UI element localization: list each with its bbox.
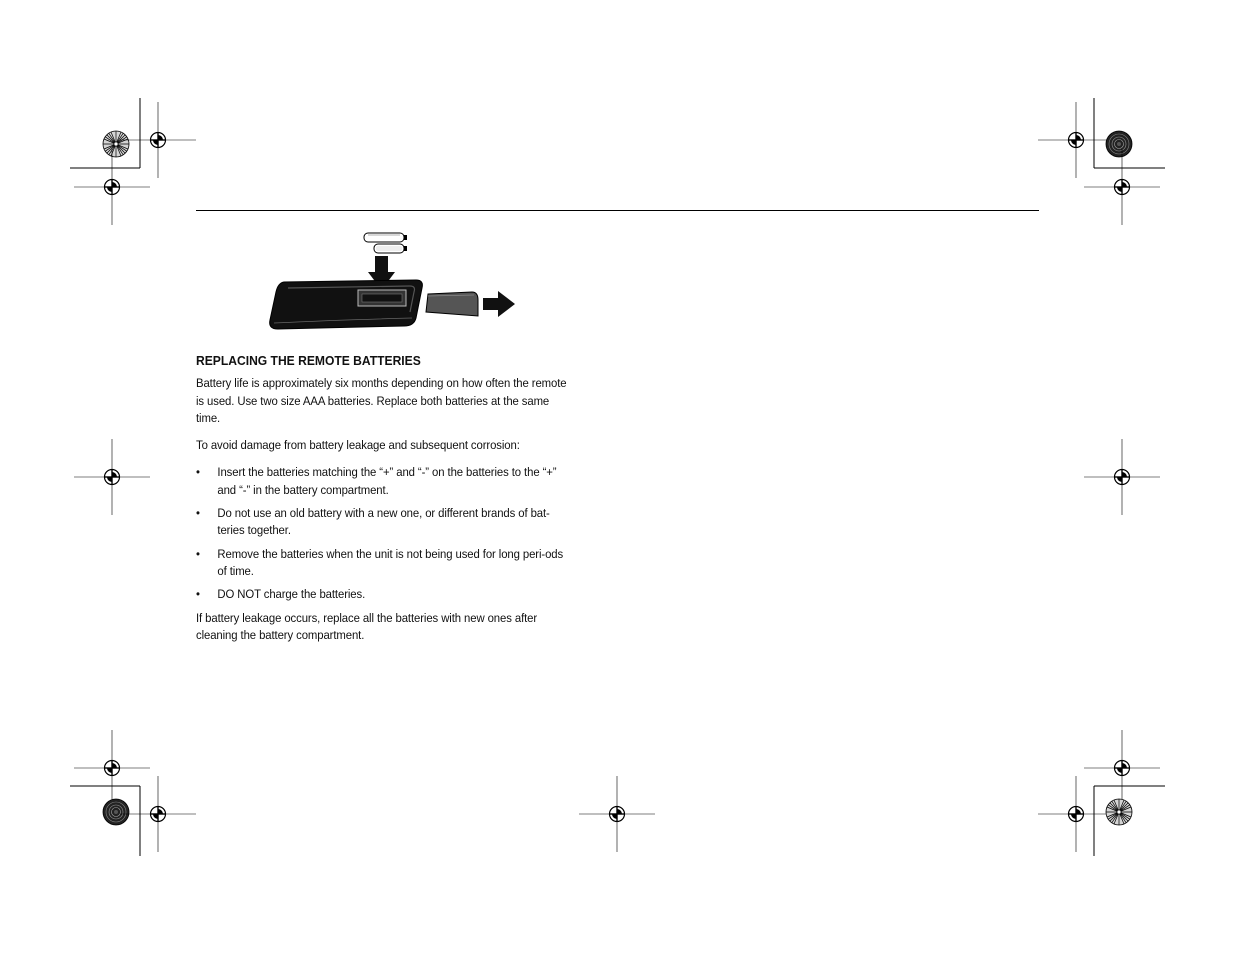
header-rule: [196, 210, 1039, 211]
bullet-icon: •: [196, 465, 200, 480]
list-item-text: DO NOT charge the batteries.: [217, 587, 366, 602]
list-item: [196, 505, 568, 540]
aaa-battery-icon: [374, 244, 407, 253]
intro-paragraph: Battery life is approximately six months depending on how often the remote is used. Use two size AAA batteries. Replace both batteries at the same time.: [196, 376, 567, 425]
list-item-text: Remove the batteries when the unit is not being used for long peri-ods of time.: [217, 546, 564, 578]
bullet-icon: •: [196, 546, 200, 561]
bullet-icon: •: [196, 587, 200, 602]
starburst-target-icon: [103, 131, 129, 157]
registration-mark-icon: [74, 149, 150, 225]
aaa-battery-icon: [364, 233, 407, 242]
section-heading: REPLACING THE REMOTE BATTERIES: [196, 353, 421, 368]
crop-mark-icon: [70, 98, 140, 168]
lead-paragraph: To avoid damage from battery leakage and subsequent corrosion:: [196, 438, 520, 453]
precaution-list: [196, 464, 568, 603]
list-item-text: Do not use an old battery with a new one, or different brands of bat-teries together.: [217, 506, 550, 538]
list-item: [196, 586, 568, 603]
battery-replacement-illustration: [266, 226, 520, 334]
crop-mark-icon: [1094, 98, 1165, 168]
registration-mark-icon: [579, 776, 655, 852]
battery-cover-icon: [426, 292, 478, 316]
registration-mark-icon: [120, 102, 196, 178]
battery-instructions: [196, 352, 568, 654]
crop-mark-icon: [70, 786, 140, 856]
starburst-target-icon: [103, 799, 129, 825]
registration-mark-icon: [1084, 730, 1160, 806]
remote-control-icon: [270, 280, 423, 329]
right-arrow-icon: [483, 291, 515, 317]
registration-mark-icon: [1038, 102, 1114, 178]
registration-mark-icon: [1084, 439, 1160, 515]
list-item: [196, 464, 568, 499]
list-item-text: Insert the batteries matching the “+” and “-” on the batteries to the “+” and “-” in the battery compartment.: [217, 465, 557, 497]
registration-mark-icon: [120, 776, 196, 852]
closing-paragraph: If battery leakage occurs, replace all the batteries with new ones after cleaning the battery compartment.: [196, 610, 538, 642]
starburst-target-icon: [1106, 799, 1132, 825]
starburst-target-icon: [1106, 131, 1132, 157]
registration-mark-icon: [74, 730, 150, 806]
registration-mark-icon: [1084, 149, 1160, 225]
crop-mark-icon: [1094, 786, 1165, 856]
list-item: [196, 546, 568, 581]
registration-mark-icon: [74, 439, 150, 515]
registration-mark-icon: [1038, 776, 1114, 852]
bullet-icon: •: [196, 506, 200, 521]
